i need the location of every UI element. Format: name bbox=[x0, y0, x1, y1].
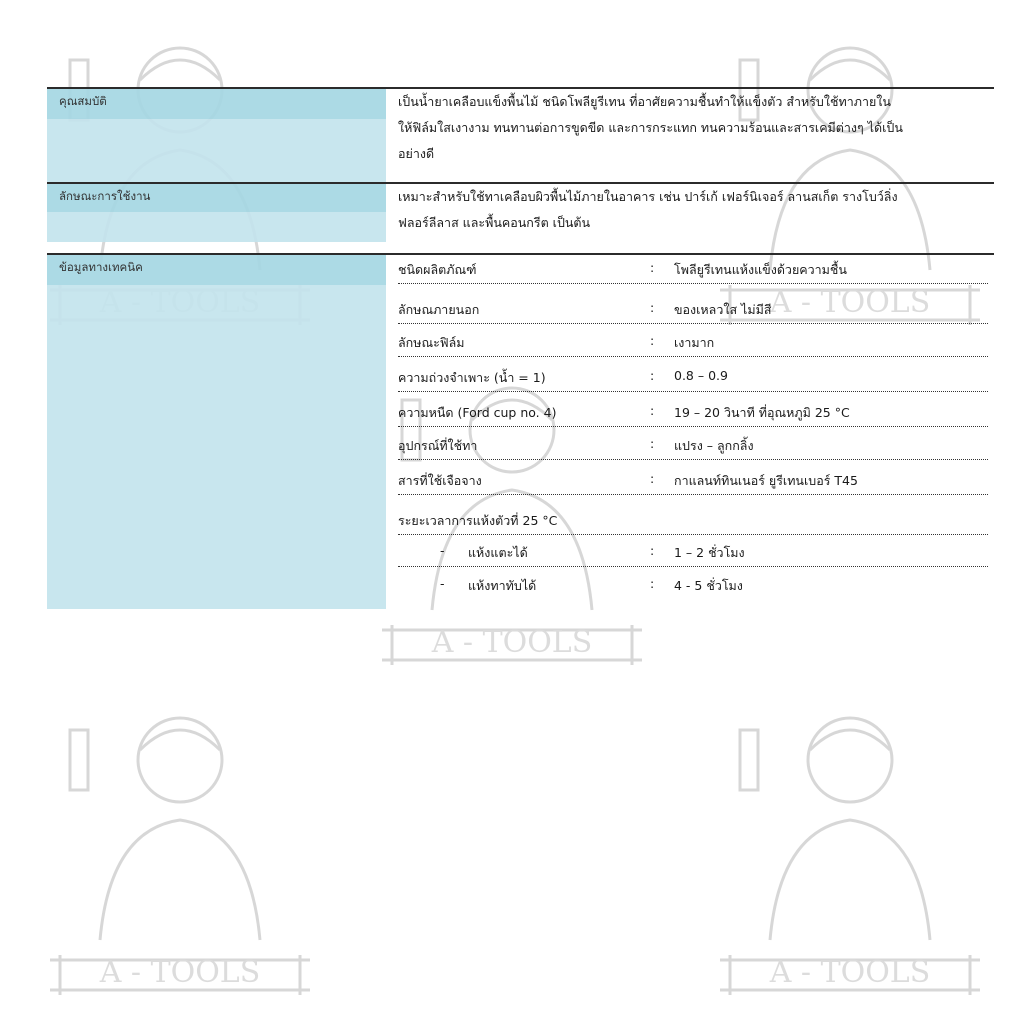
spec-colon: : bbox=[650, 333, 655, 348]
text-line: เป็นน้ำยาเคลือบแข็งพื้นไม้ ชนิดโพลียูรีเทน ที่อาศัยความชื้นทำให้แข็งตัว สำหรับใช้ทาภายใน bbox=[398, 94, 891, 109]
spec-row-thinner bbox=[398, 466, 988, 495]
spec-value: เงามาก bbox=[674, 335, 715, 350]
spec-row-film bbox=[398, 328, 988, 357]
bullet-dash: - bbox=[440, 543, 445, 558]
spec-row-viscosity bbox=[398, 398, 988, 427]
text-line: ฟลอร์ลีลาส และพื้นคอนกรีต เป็นต้น bbox=[398, 215, 591, 230]
watermark-brand: A - TOOLS bbox=[99, 955, 261, 990]
text-line: ให้ฟิล์มใสเงางาม ทนทานต่อการขูดขีด และการกระแทก ทนความร้อนและสารเคมีต่างๆ ได้เป็น bbox=[398, 120, 903, 135]
spec-key: ลักษณภายนอก bbox=[398, 302, 480, 317]
spec-subrow-touch-dry bbox=[398, 538, 988, 567]
spec-value: ของเหลวใส ไม่มีสี bbox=[674, 302, 772, 317]
section-technical bbox=[47, 253, 994, 609]
section-usage bbox=[47, 182, 994, 250]
spec-value: 19 – 20 วินาที ที่อุณหภูมิ 25 °C bbox=[674, 405, 850, 420]
spec-key: แห้งแตะได้ bbox=[468, 545, 528, 560]
usage-label-cell bbox=[47, 184, 386, 242]
spec-value: 1 – 2 ชั่วโมง bbox=[674, 545, 745, 560]
watermark-brand: A - TOOLS bbox=[769, 285, 931, 320]
section-properties bbox=[47, 87, 994, 182]
spec-row-appearance bbox=[398, 295, 988, 324]
spec-colon: : bbox=[650, 300, 655, 315]
spec-colon: : bbox=[650, 436, 655, 451]
spec-key: แห้งทาทับได้ bbox=[468, 578, 537, 593]
spec-row-product-type bbox=[398, 255, 988, 284]
text-line: เหมาะสำหรับใช้ทาเคลือบผิวพื้นไม้ภายในอาคาร เช่น ปาร์เก้ เฟอร์นิเจอร์ ลานสเก็ต รางโบว์ลิ่ง bbox=[398, 189, 898, 204]
spec-colon: : bbox=[650, 368, 655, 383]
spec-key: ความหนืด (Ford cup no. 4) bbox=[398, 405, 557, 420]
technical-label-cell bbox=[47, 255, 386, 609]
spec-row-drying-time bbox=[398, 506, 988, 535]
watermark-brand: A - TOOLS bbox=[431, 625, 593, 660]
usage-text bbox=[398, 184, 988, 236]
spec-value: 4 - 5 ชั่วโมง bbox=[674, 578, 743, 593]
spec-key: ลักษณะฟิล์ม bbox=[398, 335, 465, 350]
spec-value: 0.8 – 0.9 bbox=[674, 368, 728, 383]
spec-value: กาแลนท์ทินเนอร์ ยูรีเทนเบอร์ T45 bbox=[674, 473, 858, 488]
spec-colon: : bbox=[650, 471, 655, 486]
spec-row-specific-gravity bbox=[398, 363, 988, 392]
technical-label: ข้อมูลทางเทคนิค bbox=[59, 260, 143, 274]
properties-text bbox=[398, 89, 988, 167]
watermark-brand: A - TOOLS bbox=[769, 955, 931, 990]
bullet-dash: - bbox=[440, 576, 445, 591]
spec-subrow-recoat bbox=[398, 571, 988, 599]
spec-value: แปรง – ลูกกลิ้ง bbox=[674, 438, 754, 453]
spec-colon: : bbox=[650, 260, 655, 275]
spec-key: ชนิดผลิตภัณฑ์ bbox=[398, 262, 477, 277]
spec-colon: : bbox=[650, 403, 655, 418]
spec-colon: : bbox=[650, 543, 655, 558]
spec-key: อุปกรณ์ที่ใช้ทา bbox=[398, 438, 478, 453]
spec-key: ระยะเวลาการแห้งตัวที่ 25 °C bbox=[398, 513, 558, 528]
properties-label: คุณสมบัติ bbox=[59, 94, 107, 108]
watermark-bottom-left bbox=[30, 690, 330, 1020]
spec-row-tools bbox=[398, 431, 988, 460]
spec-key: ความถ่วงจำเพาะ (น้ำ = 1) bbox=[398, 370, 546, 385]
spec-colon: : bbox=[650, 576, 655, 591]
spec-value: โพลียูรีเทนแห้งแข็งด้วยความชื้น bbox=[674, 262, 847, 277]
watermark-bottom-right bbox=[700, 690, 1000, 1020]
text-line: อย่างดี bbox=[398, 146, 435, 161]
properties-label-cell bbox=[47, 89, 386, 182]
usage-label: ลักษณะการใช้งาน bbox=[59, 189, 151, 203]
spec-key: สารที่ใช้เจือจาง bbox=[398, 473, 482, 488]
